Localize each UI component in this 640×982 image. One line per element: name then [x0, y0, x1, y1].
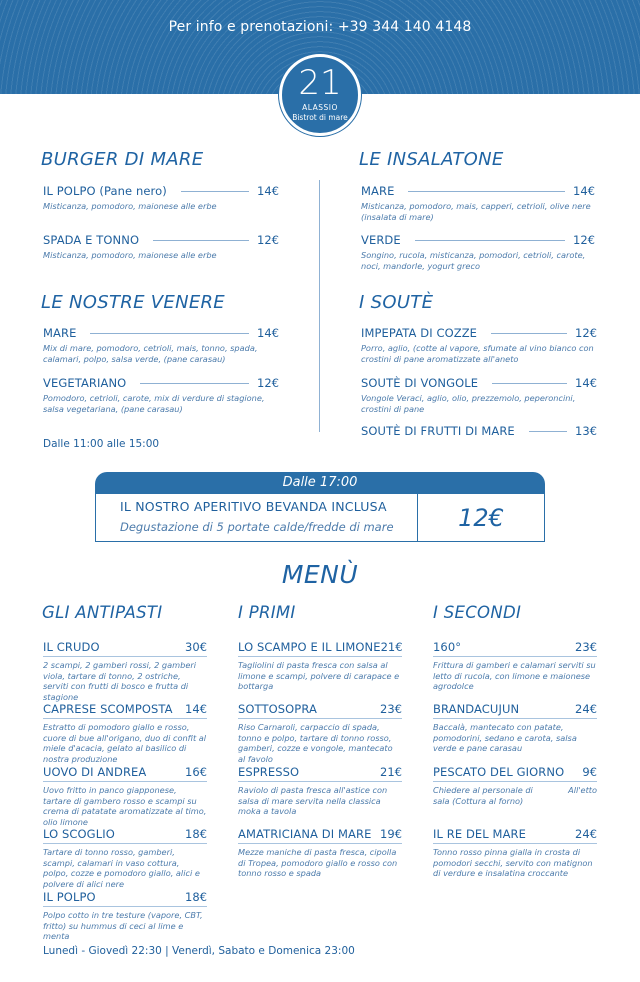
item-description: Polpo cotto in tre testure (vapore, CBT, fritto) su hummus di ceci al lime e menta [43, 910, 203, 941]
item-underline [43, 843, 207, 844]
section-title-antipasti: GLI ANTIPASTI [42, 603, 163, 622]
section-title-secondi: I SECONDI [433, 603, 522, 622]
item-price: 14€ [575, 376, 597, 390]
menu-item [238, 827, 402, 879]
item-description: Baccalà, mantecato con patate, pomodorini, sedano e carota, salsa verde e pane carasau [433, 722, 577, 753]
item-name: SOTTOSOPRA [238, 702, 317, 716]
leader-line [153, 240, 249, 241]
item-description: Songino, rucola, misticanza, pomodori, cetrioli, carote, noci, mandorle, yogurt greco [361, 250, 586, 271]
leader-line [529, 431, 567, 432]
item-description: Estratto di pomodoro giallo e rosso, cuore di bue all'origano, duo di confit al miele d'acacia, gelato al basilico di nostra produzione [43, 722, 207, 764]
menu-item [361, 233, 595, 271]
item-name: LO SCAMPO E IL LIMONE [238, 640, 381, 654]
item-name: IL POLPO [43, 890, 96, 904]
item-description-row [433, 782, 597, 806]
item-description: Tartare di tonno rosso, gamberi, scampi, calamari in vaso cottura, polpo, cozze e pomodoro giallo, alici e polvere di alici nere [43, 847, 200, 889]
item-name: MARE [43, 326, 77, 340]
item-name: LO SCOGLIO [43, 827, 115, 841]
item-name: VERDE [361, 233, 401, 247]
menu-title: MENÙ [281, 560, 359, 589]
section-title-primi: I PRIMI [238, 603, 296, 622]
item-underline [43, 781, 207, 782]
item-price: 14€ [257, 184, 279, 198]
menu-item [433, 702, 597, 754]
item-description: 2 scampi, 2 gamberi rossi, 2 gamberi viola, tartare di tonno, 2 ostriche, serviti con frutti di bosco e frutta di stagione [43, 660, 196, 702]
item-price: 21€ [380, 765, 402, 779]
item-name: ESPRESSO [238, 765, 300, 779]
item-name: IL RE DEL MARE [433, 827, 526, 841]
item-description: Misticanza, pomodoro, mais, capperi, cetrioli, olive nere (insalata di mare) [361, 201, 591, 222]
item-price: 9€ [582, 765, 597, 779]
leader-line [90, 333, 249, 334]
column-divider [319, 180, 320, 432]
item-name: SOUTÈ DI VONGOLE [361, 376, 479, 390]
item-underline [43, 906, 207, 907]
item-price: 14€ [257, 326, 279, 340]
item-description: Porro, aglio, (cotte al vapore, sfumate al vino bianco con crostini di pane aromatizzate all'aneto [361, 343, 594, 364]
item-name: MARE [361, 184, 395, 198]
item-description: Mezze maniche di pasta fresca, cipolla di Tropea, pomodoro giallo e rosso con tonno rosso e spada [238, 847, 398, 878]
item-name: VEGETARIANO [43, 376, 127, 390]
menu-item [433, 827, 597, 879]
item-price: 12€ [573, 233, 595, 247]
logo-subtitle: Bistrot di mare [292, 113, 348, 122]
menu-item [361, 376, 597, 414]
leader-line [492, 383, 567, 384]
menu-item [43, 184, 279, 212]
menu-item [43, 326, 279, 364]
item-underline [43, 656, 207, 657]
aperitivo-price: 12€ [458, 504, 504, 532]
item-description: Mix di mare, pomodoro, cetrioli, mais, tonno, spada, calamari, polpo, salsa verde, (pane carasau) [43, 343, 258, 364]
item-price: 12€ [257, 376, 279, 390]
logo-number: 21 [298, 63, 342, 103]
item-name: AMATRICIANA DI MARE [238, 827, 372, 841]
menu-item [43, 827, 207, 889]
menu-item [43, 233, 279, 261]
item-price: 24€ [575, 827, 597, 841]
lunch-hours: Dalle 11:00 alle 15:00 [43, 438, 160, 450]
item-price: 19€ [380, 827, 402, 841]
item-name: BRANDACUJUN [433, 702, 520, 716]
item-underline [238, 718, 402, 719]
aperitivo-box [95, 494, 545, 542]
item-name: UOVO DI ANDREA [43, 765, 147, 779]
item-description: Tagliolini di pasta fresca con salsa al limone e scampi, polvere di carapace e bottarga [238, 660, 400, 691]
item-price: 23€ [380, 702, 402, 716]
dinner-hours: Lunedì - Giovedì 22:30 | Venerdì, Sabato e Domenica 23:00 [43, 945, 355, 957]
leader-line [408, 191, 565, 192]
item-price: 14€ [185, 702, 207, 716]
item-price: 13€ [575, 424, 597, 438]
item-price: 24€ [575, 702, 597, 716]
item-description: Frittura di gamberi e calamari serviti su letto di rucola, con limone e maionese agrodolce [433, 660, 596, 691]
item-name: IL POLPO (Pane nero) [43, 184, 167, 198]
item-description: Chiedere al personale di sala (Cottura al forno) [433, 785, 533, 806]
aperitivo-title: IL NOSTRO APERITIVO BEVANDA INCLUSA [120, 499, 387, 514]
menu-item [238, 640, 402, 692]
item-name: IL CRUDO [43, 640, 100, 654]
item-name: SOUTÈ DI FRUTTI DI MARE [361, 424, 515, 438]
item-underline [433, 843, 597, 844]
menu-item [238, 702, 402, 764]
section-title-burger: BURGER DI MARE [41, 149, 204, 170]
item-price: 12€ [257, 233, 279, 247]
item-price: 16€ [185, 765, 207, 779]
item-price: 14€ [573, 184, 595, 198]
item-description: Misticanza, pomodoro, maionese alle erbe [43, 250, 217, 260]
item-description: Raviolo di pasta fresca all'astice con salsa di mare servita nella classica moka a tavola [238, 785, 388, 816]
aperitivo-time-tab: Dalle 17:00 [95, 472, 545, 494]
logo-city: ALASSIO [302, 103, 338, 112]
menu-item [43, 640, 207, 702]
contact-info[interactable]: Per info e prenotazioni: +39 344 140 4148 [168, 19, 472, 35]
menu-item [238, 765, 402, 817]
item-price: 12€ [575, 326, 597, 340]
item-underline [433, 656, 597, 657]
menu-item [43, 702, 207, 764]
leader-line [415, 240, 565, 241]
item-price: 21€ [380, 640, 403, 654]
item-price: 30€ [185, 640, 207, 654]
item-name: SPADA E TONNO [43, 233, 140, 247]
menu-item [361, 184, 595, 222]
restaurant-logo [279, 54, 361, 136]
section-title-soute: I SOUTÈ [359, 292, 434, 313]
item-description: Misticanza, pomodoro, maionese alle erbe [43, 201, 217, 211]
leader-line [140, 383, 249, 384]
section-title-venere: LE NOSTRE VENERE [41, 292, 225, 313]
item-description: Riso Carnaroli, carpaccio di spada, tonno e polpo, tartare di tonno rosso, gamberi, cozze e vongole, mantecato al favolo [238, 722, 393, 764]
leader-line [491, 333, 567, 334]
item-name: PESCATO DEL GIORNO [433, 765, 565, 779]
menu-item [43, 765, 207, 827]
item-underline [238, 843, 402, 844]
menu-item [361, 326, 597, 364]
item-underline [238, 656, 402, 657]
menu-item [433, 640, 597, 692]
item-unit-note: All'etto [568, 785, 597, 795]
item-underline [433, 718, 597, 719]
item-description: Uovo fritto in panco giapponese, tartare di gambero rosso e scampi su crema di patatate aromatizzate al timo, olio limone [43, 785, 207, 827]
item-description: Vongole Veraci, aglio, olio, prezzemolo, peperoncini, crostini di pane [361, 393, 576, 414]
section-title-insalatone: LE INSALATONE [359, 149, 504, 170]
item-name: IMPEPATA DI COZZE [361, 326, 478, 340]
menu-item [361, 424, 597, 438]
item-price: 18€ [185, 827, 207, 841]
item-name: CAPRESE SCOMPOSTA [43, 702, 173, 716]
menu-item [43, 376, 279, 414]
item-name: 160° [433, 640, 462, 654]
item-description: Tonno rosso pinna gialla in crosta di pomodori secchi, servito con matignon di verdure e insalatina croccante [433, 847, 593, 878]
menu-item [43, 890, 207, 942]
aperitivo-subtitle: Degustazione di 5 portate calde/fredde di mare [120, 520, 394, 534]
item-description: Pomodoro, cetrioli, carote, mix di verdure di stagione, salsa vegetariana, (pane carasau) [43, 393, 265, 414]
menu-item [433, 765, 597, 806]
leader-line [181, 191, 249, 192]
item-underline [238, 781, 402, 782]
item-price: 23€ [575, 640, 597, 654]
item-price: 18€ [185, 890, 207, 904]
item-underline [43, 718, 207, 719]
